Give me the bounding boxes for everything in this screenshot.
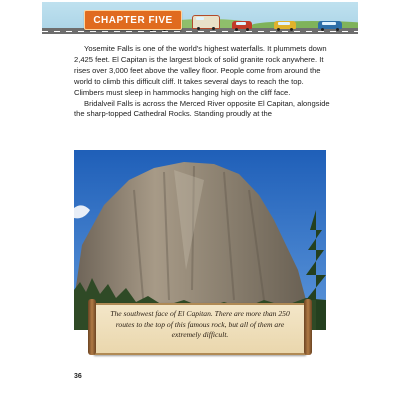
page-number: 36 bbox=[74, 373, 82, 380]
scroll-rod-left bbox=[88, 299, 96, 355]
paragraph: Bridalveil Falls is across the Merced River opposite El Capitan, alongside the sharp-topped Cathedral Rocks. Standing proudly at the bbox=[74, 98, 330, 119]
scroll-rod-right bbox=[304, 299, 312, 355]
paragraph: Yosemite Falls is one of the world's highest waterfalls. It plummets down 2,425 feet. El Capitan is the largest block of solid granite rock anywhere. It rises over 3,000 feet above the valley floor. People come from around the world to climb this difficult cliff. It takes several days to reach the top. Climbers must sleep in hammocks hanging high on the cliff face. bbox=[74, 44, 327, 97]
banner-car-illustration bbox=[318, 21, 342, 29]
banner-car-illustration bbox=[232, 21, 252, 29]
photo-caption-scroll bbox=[88, 301, 312, 353]
banner-car-illustration bbox=[274, 21, 296, 29]
body-text bbox=[74, 44, 330, 120]
photo-caption: The southwest face of El Capitan. There are more than 250 routes to the top of this famous rock, but all of them are extremely difficult. bbox=[110, 309, 290, 339]
chapter-label: CHAPTER FIVE bbox=[84, 10, 182, 30]
chapter-header-banner bbox=[42, 2, 358, 34]
banner-camper-illustration bbox=[192, 15, 220, 29]
